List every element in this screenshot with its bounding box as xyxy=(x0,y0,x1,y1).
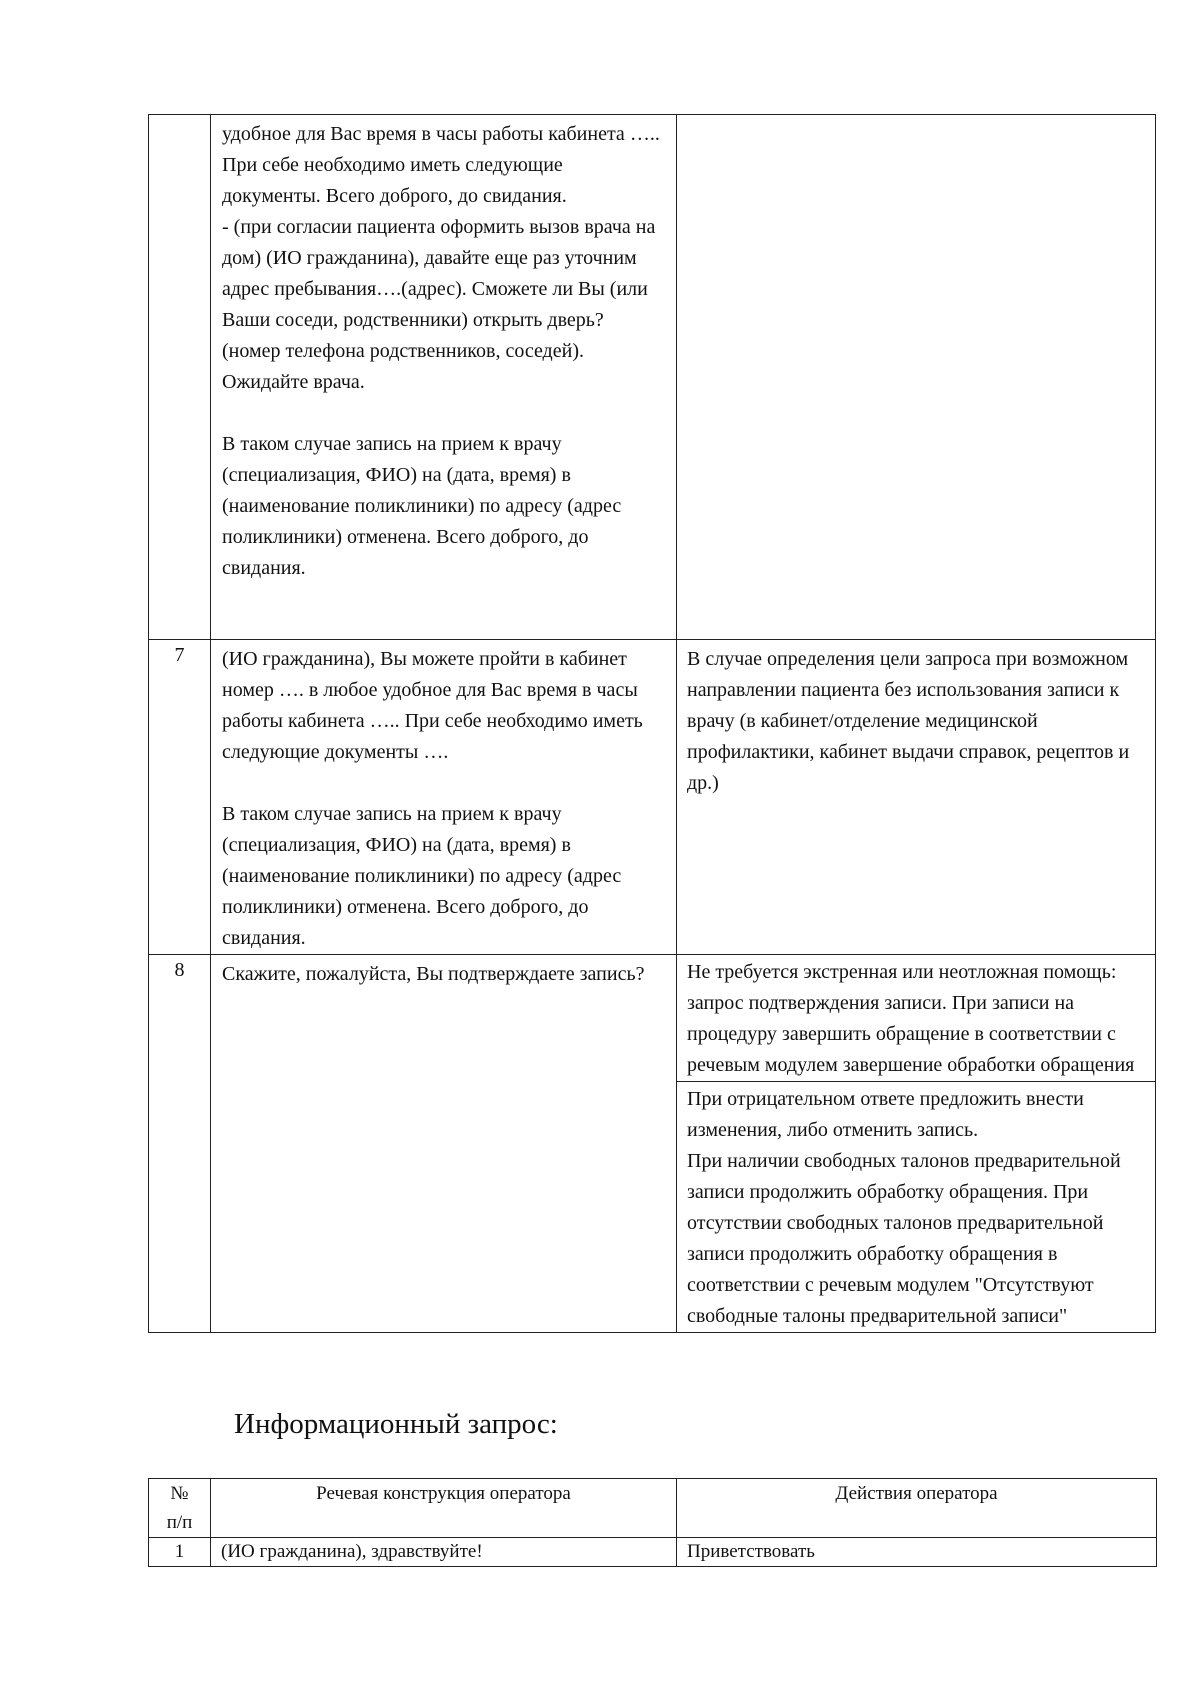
speech-paragraph: В таком случае запись на прием к врачу (специализация, ФИО) на (дата, время) в (наименование поликлиники) по адресу (адрес поликлиники) отменена. Всего доброго, до свидания. xyxy=(222,803,622,949)
operator-action-cell xyxy=(677,115,1156,640)
action-text-group xyxy=(677,1082,1155,1333)
table-header-row xyxy=(149,1479,1157,1538)
action-row xyxy=(677,1082,1155,1333)
action-column-header: Действия оператора xyxy=(677,1479,1157,1538)
action-row xyxy=(677,955,1155,1082)
speech-paragraph: Скажите, пожалуйста, Вы подтверждаете запись? xyxy=(222,963,645,985)
operator-action-cell xyxy=(677,955,1156,1333)
row-number xyxy=(149,115,211,640)
number-column-header xyxy=(149,1479,211,1538)
table-row xyxy=(149,955,1156,1333)
operator-action-cell: В случае определения цели запроса при возможном направлении пациента без использования записи к врачу (в кабинет/отделение медицинской профилактики, кабинет выдачи справок, рецептов и др.) xyxy=(677,640,1156,955)
information-request-table xyxy=(148,1478,1157,1567)
action-text: При наличии свободных талонов предварительной записи продолжить обработку обращения. При отсутствии свободных талонов предварительной записи продолжить обработку обращения в соответствии с речевым модулем "Отсутствуют свободные талоны предварительной записи" xyxy=(687,1150,1121,1327)
number-header-line: п/п xyxy=(166,1512,193,1533)
speech-construction-cell xyxy=(211,640,677,955)
section-heading: Информационный запрос: xyxy=(234,1408,558,1440)
speech-construction-cell: (ИО гражданина), здравствуйте! xyxy=(211,1538,677,1567)
speech-paragraph: В таком случае запись на прием к врачу (специализация, ФИО) на (дата, время) в (наименование поликлиники) по адресу (адрес поликлиники) отменена. Всего доброго, до свидания. xyxy=(222,433,622,579)
table-row xyxy=(149,115,1156,640)
number-header-line: № xyxy=(170,1483,189,1504)
speech-paragraph: (ИО гражданина), Вы можете пройти в кабинет номер …. в любое удобное для Вас время в часы работы кабинета ….. При себе необходимо иметь следующие документы …. xyxy=(222,648,643,763)
table-row xyxy=(149,1538,1157,1567)
paragraph-gap xyxy=(222,768,666,799)
nested-action-table xyxy=(677,955,1155,1332)
table-row xyxy=(149,640,1156,955)
row-number: 7 xyxy=(149,640,211,955)
paragraph-gap xyxy=(222,398,666,429)
speech-construction-cell xyxy=(211,955,677,1333)
speech-paragraph: удобное для Вас время в часы работы кабинета ….. При себе необходимо иметь следующие документы. Всего доброго, до свидания. xyxy=(222,123,660,207)
speech-column-header: Речевая конструкция оператора xyxy=(211,1479,677,1538)
operator-action-cell: Приветствовать xyxy=(677,1538,1157,1567)
speech-paragraph: - (при согласии пациента оформить вызов врача на дом) (ИО гражданина), давайте еще раз уточним адрес пребывания….(адрес). Сможете ли Вы (или Ваши соседи, родственники) открыть дверь? (номер телефона родственников, соседей). Ожидайте врача. xyxy=(222,216,656,393)
operator-script-table xyxy=(148,114,1156,1333)
row-number: 1 xyxy=(149,1538,211,1567)
speech-construction-cell xyxy=(211,115,677,640)
action-text: Не требуется экстренная или неотложная помощь: запрос подтверждения записи. При записи на процедуру завершить обращение в соответствии с речевым модулем завершение обработки обращения xyxy=(677,955,1155,1082)
action-text: При отрицательном ответе предложить внести изменения, либо отменить запись. xyxy=(687,1088,1084,1141)
row-number: 8 xyxy=(149,955,211,1333)
